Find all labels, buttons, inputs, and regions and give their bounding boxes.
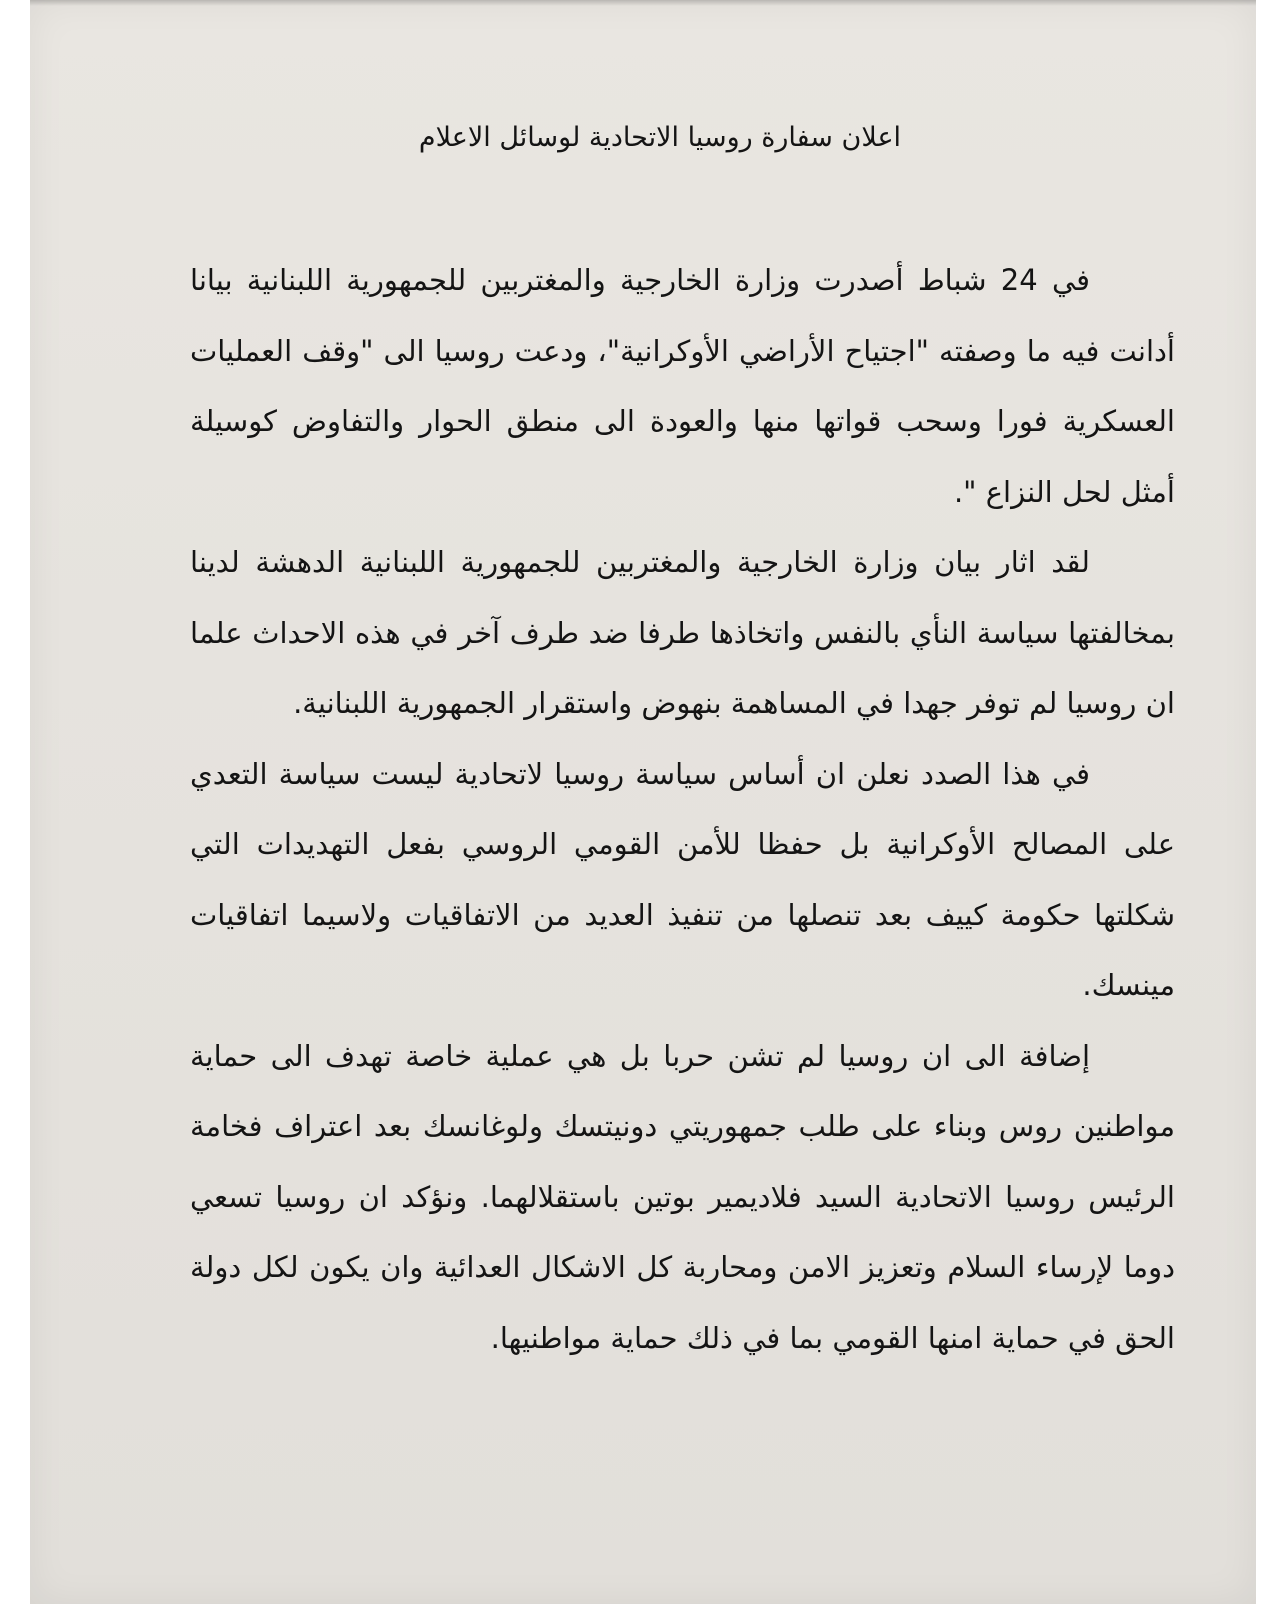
paragraph-3: في هذا الصدد نعلن ان أساس سياسة روسيا لاتحادية ليست سياسة التعدي على المصالح الأوكرانية بل حفظا للأمن القومي الروسي بفعل التهديدات التي شكلتها حكومة كييف بعد تنصلها من تنفيذ العديد من الاتفاقيات ولاسيما اتفاقيات مينسك. [190, 756, 1175, 1002]
paper-top-shadow [30, 0, 1256, 6]
paragraph-4: إضافة الى ان روسيا لم تشن حربا بل هي عملية خاصة تهدف الى حماية مواطنين روس وبناء على طلب جمهوريتي دونيتسك ولوغانسك بعد اعتراف فخامة الرئيس روسيا الاتحادية السيد فلاديمير بوتين باستقلالهما. ونؤكد ان روسيا تسعي دوما لإرساء السلام وتعزيز الامن ومحاربة كل الاشكال العدائية وان يكون لكل دولة الحق في حماية امنها القومي بما في ذلك حماية مواطنيها. [190, 1038, 1175, 1355]
document-title: اعلان سفارة روسيا الاتحادية لوسائل الاعلام [418, 122, 902, 153]
paragraph-2: لقد اثار بيان وزارة الخارجية والمغتربين للجمهورية اللبنانية الدهشة لدينا بمخالفتها سياسة النأي بالنفس واتخاذها طرفا ضد طرف آخر في هذه الاحداث علما ان روسيا لم توفر جهدا في المساهمة بنهوض واستقرار الجمهورية اللبنانية. [190, 545, 1175, 720]
document-body [190, 245, 1175, 1373]
paragraph-1: في 24 شباط أصدرت وزارة الخارجية والمغتربين للجمهورية اللبنانية بيانا أدانت فيه ما وصفته "اجتياح الأراضي الأوكرانية"، ودعت روسيا الى "وقف العمليات العسكرية فورا وسحب قواتها منها والعودة الى منطق الحوار والتفاوض كوسيلة أمثل لحل النزاع ". [190, 263, 1175, 509]
